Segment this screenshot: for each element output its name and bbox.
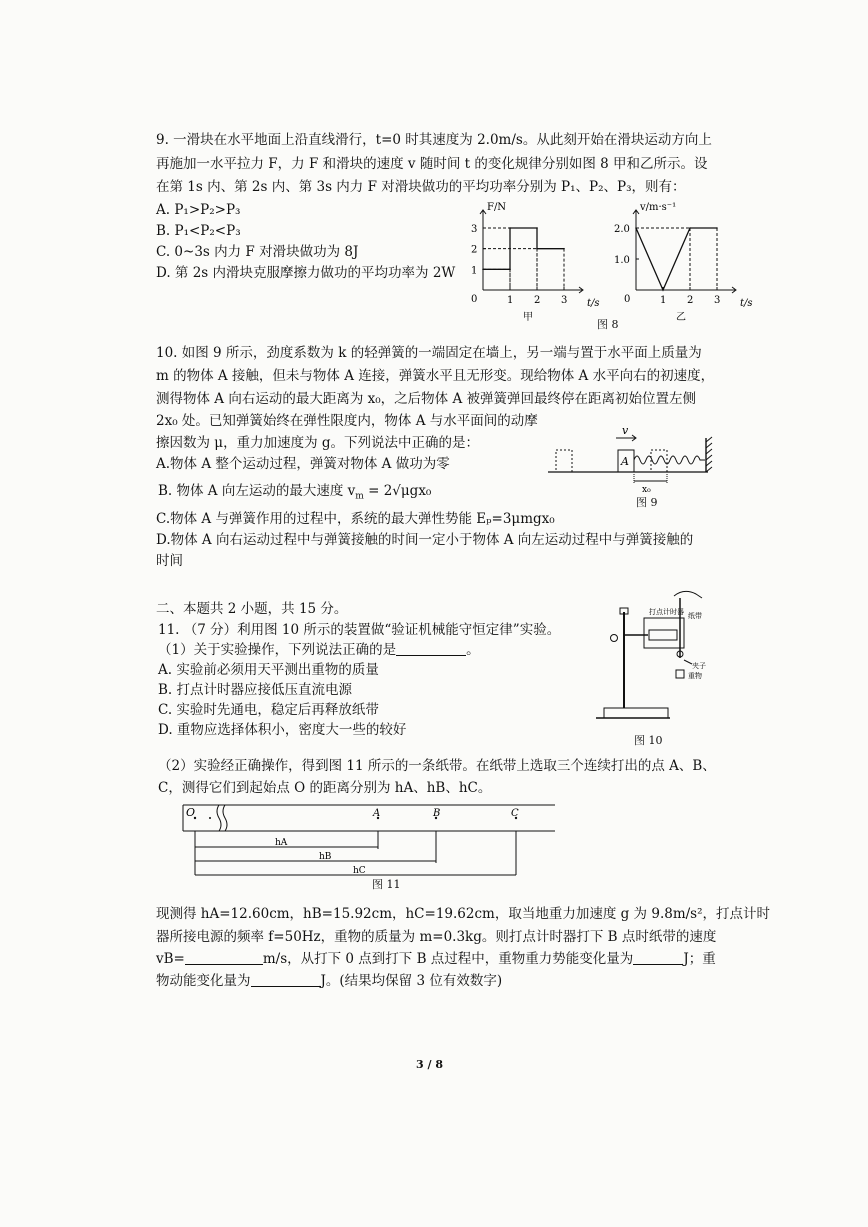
- q9-option-c: C. 0~3s 内力 F 对滑块做功为 8J: [156, 244, 359, 260]
- q10-stem-line3: 测得物体 A 向右运动的最大距离为 x₀，之后物体 A 被弹簧弹回最终停在距离初始位置左侧: [156, 391, 696, 407]
- q10-stem-line4: 2x₀ 处。已知弹簧始终在弹性限度内，物体 A 与水平面间的动摩: [156, 413, 538, 429]
- figure-11-label: 图 11: [372, 878, 401, 891]
- fig10-timer-label: 打点计时器: [649, 608, 684, 616]
- q11-result-line3: vB= m/s，从打下 0 点到打下 B 点过程中，重物重力势能变化量为 J；重: [156, 951, 716, 967]
- section-2-header: 二、本题共 2 小题，共 15 分。: [156, 601, 348, 617]
- figure-9-spring-block: [548, 424, 713, 494]
- jia-origin: 0: [471, 294, 478, 305]
- figure-10-label: 图 10: [634, 734, 663, 747]
- yi-xtick-label-1: 1: [660, 295, 667, 306]
- tape-point-a: A: [373, 808, 381, 819]
- figure-9-label: 图 9: [636, 496, 658, 509]
- chart-jia-force-time: [455, 198, 615, 333]
- tape-point-b: B: [433, 808, 441, 819]
- yi-name: 乙: [676, 312, 686, 323]
- fig9-block-a-label: A: [621, 455, 629, 468]
- q10-option-d-line1: D.物体 A 向右运动过程中与弹簧接触的时间一定小于物体 A 向左运动过程中与弹簧接触的: [156, 532, 694, 548]
- q11-stem: 11. （7 分）利用图 10 所示的装置做“验证机械能守恒定律”实验。: [158, 622, 561, 638]
- q10-stem-line2: m 的物体 A 接触，但未与物体 A 连接，弹簧水平且无形变。现给物体 A 水平向右的初速度，: [156, 368, 715, 384]
- q10-option-c: C.物体 A 与弹簧作用的过程中，系统的最大弹性势能 Eₚ=3μmgx₀: [156, 511, 555, 527]
- jia-xtick-label-3: 3: [561, 295, 568, 306]
- jia-point-5: [563, 248, 565, 250]
- q11-part1-blank[interactable]: [396, 642, 466, 656]
- yi-xtick-label-3: 3: [714, 295, 721, 306]
- yi-ytick-label-1.0: 1.0: [614, 255, 630, 266]
- q10-option-b: B. 物体 A 向左运动的最大速度 $v_m = 2√\mu gx_0$: [158, 483, 432, 502]
- page-number: 3 / 8: [416, 1058, 443, 1071]
- q10-option-a: A.物体 A 整个运动过程，弹簧对物体 A 做功为零: [156, 456, 450, 472]
- yi-xlabel: t/s: [740, 298, 753, 309]
- q11-part2-line1: （2）实验经正确操作，得到图 11 所示的一条纸带。在纸带上选取三个连续打出的点 A、B、: [158, 758, 716, 774]
- q11-result-line1: 现测得 hA=12.60cm，hB=15.92cm，hC=19.62cm，取当地重力加速度 g 为 9.8m/s²，打点计时: [156, 906, 771, 922]
- q10-option-d-line2: 时间: [156, 553, 183, 569]
- jia-xtick-label-2: 2: [534, 295, 541, 306]
- fig10-clip-label: 夹子: [692, 662, 706, 670]
- yi-point-3: [716, 227, 718, 229]
- fig10-weight-label: 重物: [688, 672, 702, 680]
- kinetic-energy-blank[interactable]: [251, 973, 321, 987]
- yi-point-2: [689, 227, 691, 229]
- q9-stem-line2: 再施加一水平拉力 F，力 F 和滑块的速度 v 随时间 t 的变化规律分别如图 8 甲和乙所示。设: [156, 156, 708, 172]
- jia-point-2: [509, 227, 511, 229]
- jia-ytick-label-1: 1: [471, 265, 478, 277]
- q11-option-d: D. 重物应选择体积小，密度大一些的较好: [158, 722, 407, 738]
- q9-option-a: A. P₁>P₂>P₃: [156, 202, 241, 218]
- fig10-tape-label: 纸带: [688, 612, 702, 620]
- jia-ytick-label-3: 3: [471, 224, 478, 235]
- q11-part1: （1）关于实验操作，下列说法正确的是 。: [158, 642, 480, 658]
- q11-option-c: C. 实验时先通电，稳定后再释放纸带: [158, 702, 379, 718]
- jia-point-4: [536, 248, 538, 250]
- fig9-velocity-label: v: [622, 424, 629, 437]
- q11-result-line4: 物动能变化量为 J。(结果均保留 3 位有效数字): [156, 973, 503, 989]
- jia-xlabel: t/s: [587, 298, 600, 309]
- jia-ylabel: F/N: [487, 202, 507, 213]
- yi-origin: 0: [624, 294, 631, 305]
- q9-option-d: D. 第 2s 内滑块克服摩擦力做功的平均功率为 2W: [156, 265, 456, 281]
- tape-hb-label: hB: [319, 852, 332, 862]
- q9-option-b: B. P₁<P₂<P₃: [156, 223, 241, 239]
- jia-xtick-label-1: 1: [507, 295, 514, 306]
- yi-ytick-label-2.0: 2.0: [614, 224, 630, 235]
- jia-ytick-label-2: 2: [471, 244, 478, 256]
- fig9-x0-label: x₀: [642, 485, 651, 495]
- tape-ha-label: hA: [275, 838, 288, 848]
- q9-stem-line3: 在第 1s 内、第 2s 内、第 3s 内力 F 对滑块做功的平均功率分别为 P₁、P₂、P₃，则有：: [156, 179, 686, 195]
- q11-part2-line2: C，测得它们到起始点 O 的距离分别为 hA、hB、hC。: [158, 780, 492, 796]
- q11-option-b: B. 打点计时器应接低压直流电源: [158, 682, 353, 698]
- q11-option-a: A. 实验前必须用天平测出重物的质量: [158, 662, 379, 678]
- figure-10-apparatus: [596, 590, 716, 735]
- yi-point-1: [662, 289, 664, 291]
- potential-energy-blank[interactable]: [633, 951, 683, 965]
- yi-ylabel: v/m·s⁻¹: [640, 202, 677, 213]
- tape-point-o: O: [186, 806, 196, 819]
- yi-series-line: [636, 228, 717, 290]
- vb-answer-blank[interactable]: [185, 951, 263, 965]
- tape-point-c: C: [511, 808, 519, 819]
- jia-point-3: [536, 227, 538, 229]
- tape-hc-label: hC: [353, 866, 366, 876]
- q10-stem-line5: 擦因数为 μ，重力加速度为 g。下列说法中正确的是：: [156, 435, 479, 451]
- chart-yi-velocity-time: [608, 198, 768, 333]
- q11-result-line2: 器所接电源的频率 f=50Hz，重物的质量为 m=0.3kg。则打点计时器打下 B 点时纸带的速度: [156, 929, 717, 945]
- jia-name: 甲: [523, 312, 533, 323]
- figure-8-label: 图 8: [597, 318, 619, 331]
- figure-11-paper-tape: [183, 803, 558, 883]
- yi-xtick-label-2: 2: [687, 295, 694, 306]
- q10-stem-line1: 10. 如图 9 所示，劲度系数为 k 的轻弹簧的一端固定在墙上，另一端与置于水平面上质量为: [156, 345, 702, 361]
- q9-stem-line1: 9. 一滑块在水平地面上沿直线滑行，t=0 时其速度为 2.0m/s。从此刻开始在滑块运动方向上: [156, 132, 712, 148]
